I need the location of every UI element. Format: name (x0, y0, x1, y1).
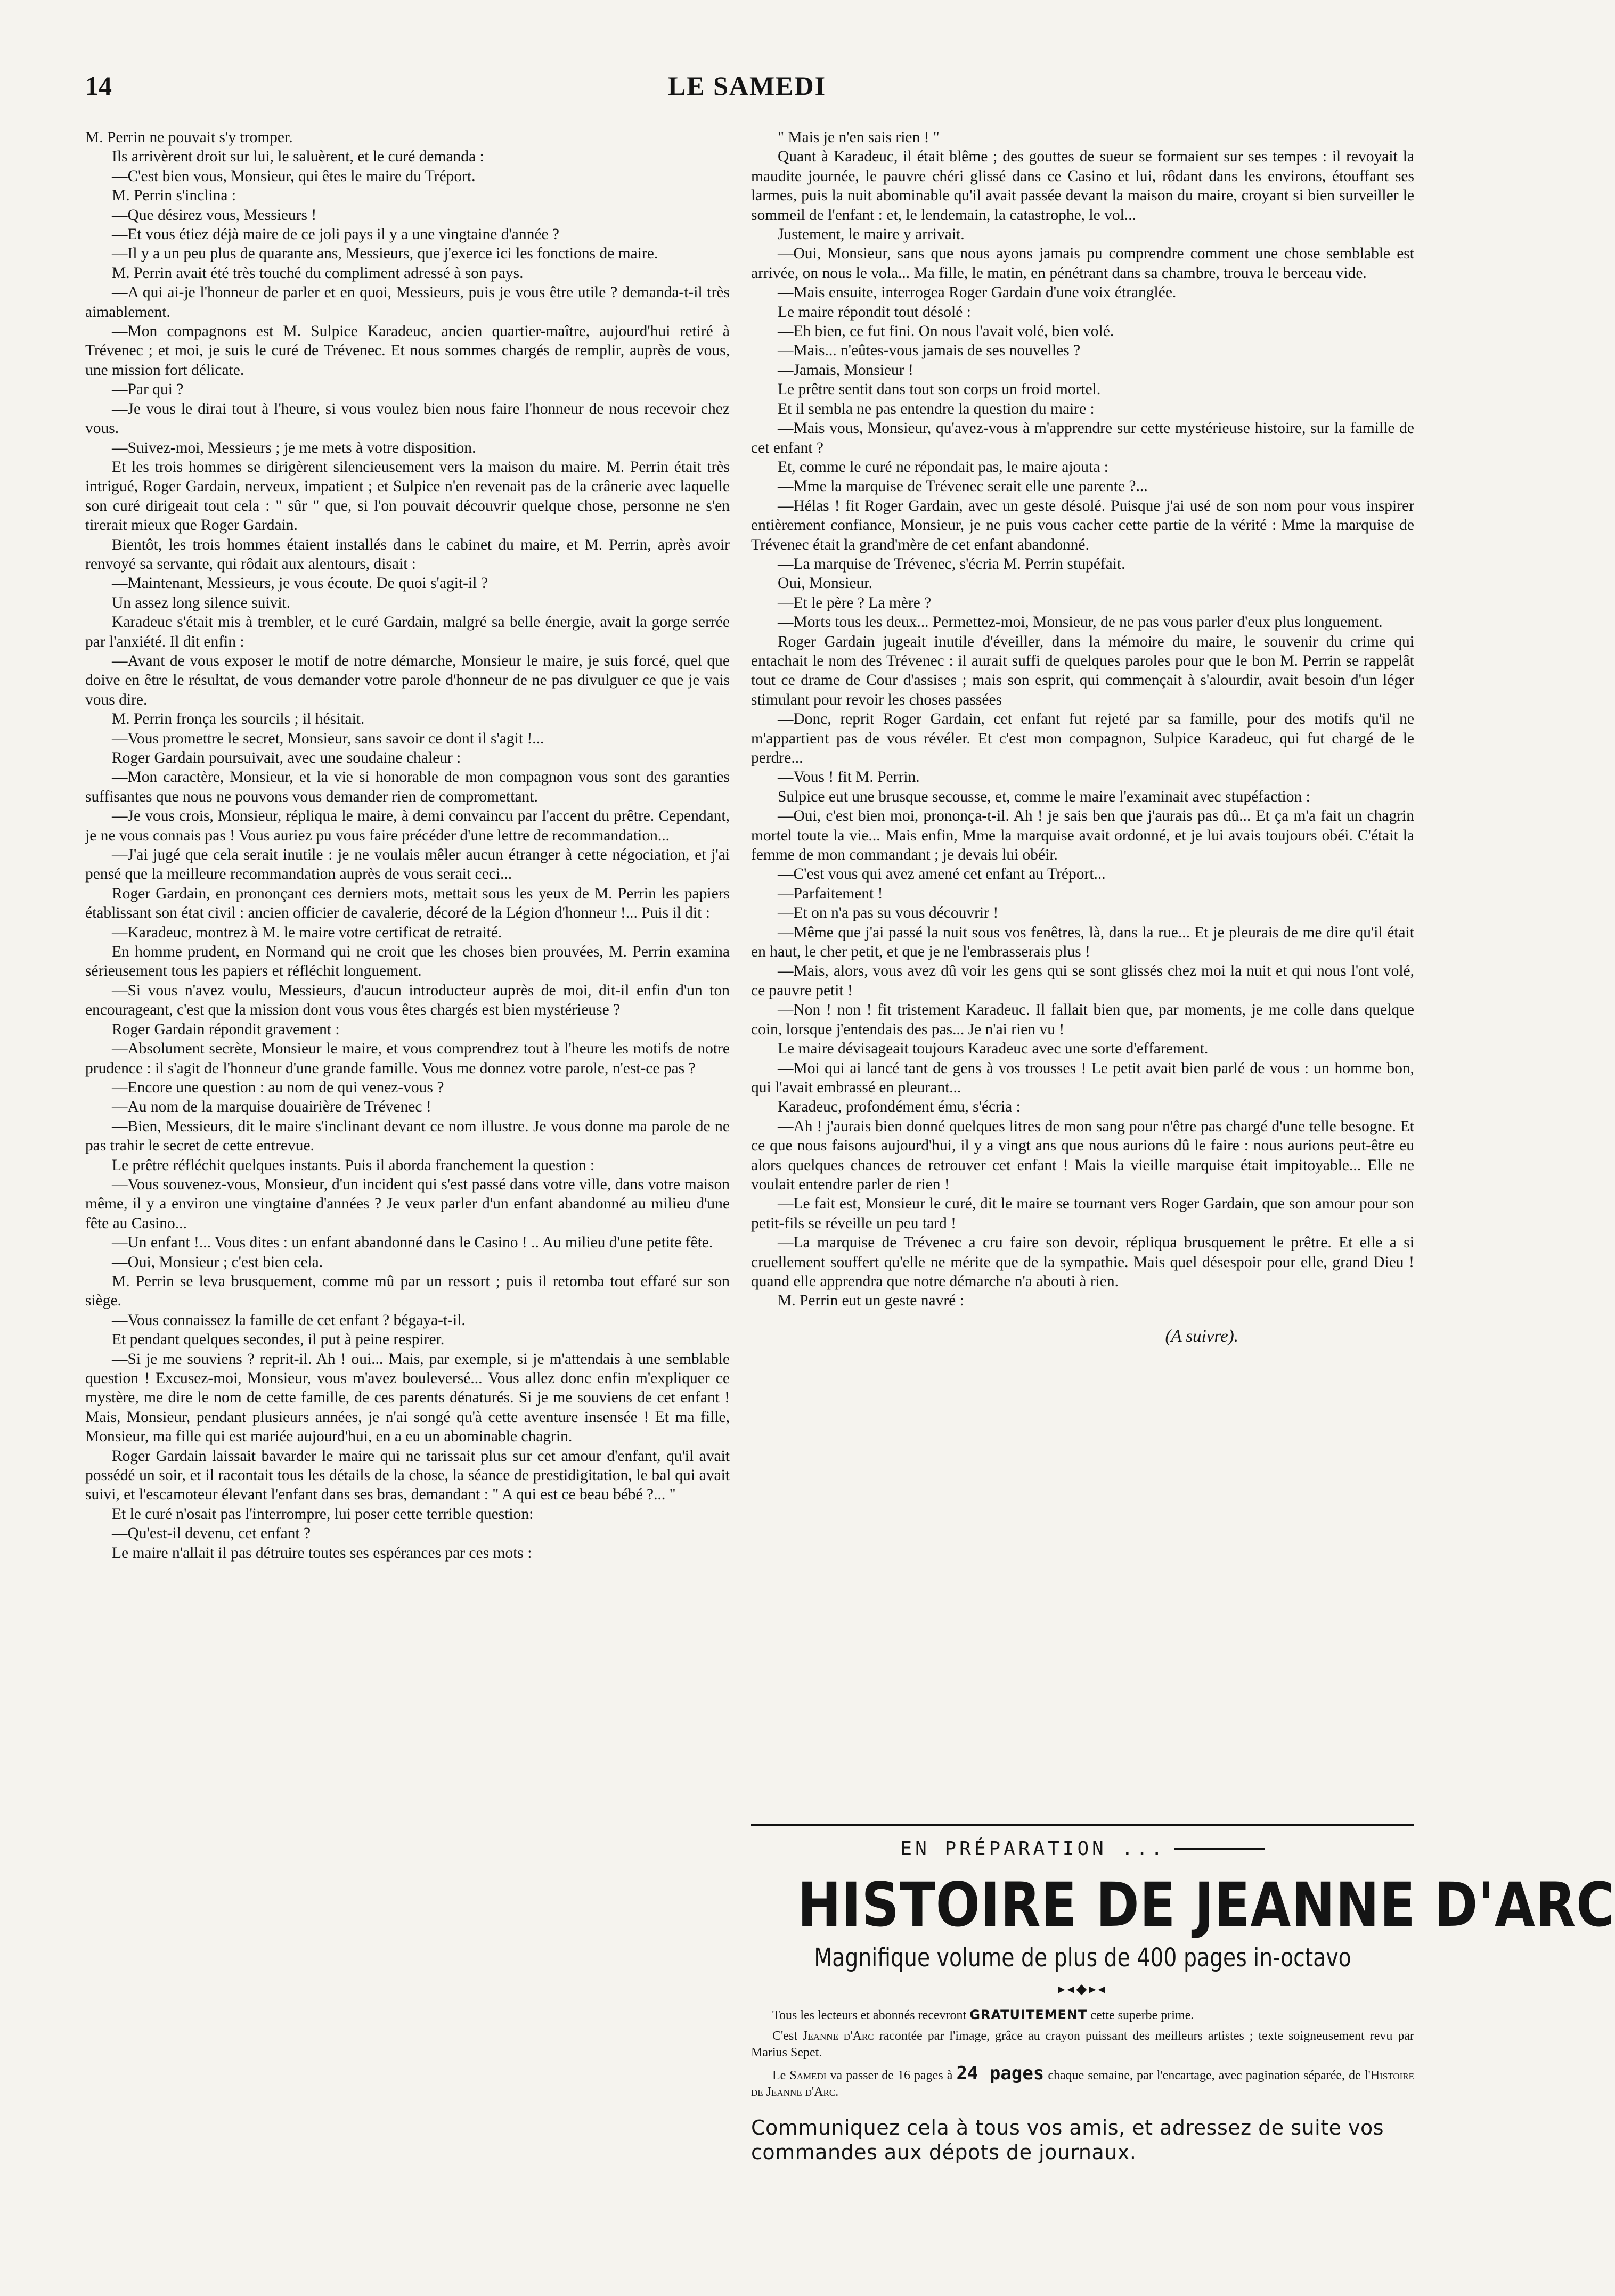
paragraph: Le maire n'allait il pas détruire toutes ses espérances par ces mots : (112, 1544, 532, 1562)
ad-text-image-c: racontée par l'image, grâce au crayon puissant des meilleurs artistes ; texte soigneusement revu par Marius Sepet. (751, 2029, 1414, 2060)
ad-ornament: ▸◂◆▸◂ (1058, 1981, 1107, 1997)
paragraph: —Ah ! j'aurais bien donné quelques litres de mon sang pour n'être pas chargé d'une telle besogne. Et ce que nous faisons aujourd'hui, il y a vingt ans que nous aurions dû le faire : nous aurions peut-être eu alors quelques chances de retrouver cet enfant ! Mais la vieille marquise était impitoyable... Elle ne voulait entendre parler de rien ! (751, 1117, 1414, 1193)
paragraph: Roger Gardain, en prononçant ces derniers mots, mettait sous les yeux de M. Perrin les papiers établissant son état civil : ancien officier de cavalerie, décoré de la Légion d'honneur !... Puis il dit : (85, 885, 730, 922)
paragraph: M. Perrin fronça les sourcils ; il hésitait. (112, 710, 365, 728)
paragraph: Roger Gardain laissait bavarder le maire qui ne tarissait plus sur cet amour d'enfant, qu'il avait possédé un soir, et il racontait tous les détails de la chose, la séance de prestidigitation, le bal qui avait suivi, et l'escamoteur élevant l'enfant dans ses bras, demandant : " A qui est ce beau bébé ?... " (85, 1447, 730, 1504)
paragraph: —Et vous étiez déjà maire de ce joli pays il y a une vingtaine d'année ? (112, 226, 560, 243)
ad-text-prime (751, 2007, 1414, 2024)
ad-text-image (751, 2028, 1414, 2061)
paragraph: —Absolument secrète, Monsieur le maire, et vous comprendrez tout à l'heure les motifs de notre prudence : il s'agit de l'honneur d'une grande famille. Vous me donnez votre parole, n'est-ce pas ? (85, 1040, 730, 1077)
paragraph: Le maire dévisageait toujours Karadeuc avec une sorte d'effarement. (778, 1040, 1209, 1058)
ad-bottom-text: Communiquez cela à tous vos amis, et adressez de suite vos commandes aux dépots de journaux. (751, 2116, 1384, 2164)
paragraph: —Vous promettre le secret, Monsieur, sans savoir ce dont il s'agit !... (112, 730, 544, 747)
paragraph: Ils arrivèrent droit sur lui, le saluèrent, et le curé demanda : (112, 148, 484, 166)
paragraph: —Le fait est, Monsieur le curé, dit le maire se tournant vers Roger Gardain, que son amour pour son petit-fils se réveille un peu tard ! (751, 1195, 1414, 1232)
ad-text-pages-a: Le (772, 2069, 790, 2082)
paragraph: —Maintenant, Messieurs, je vous écoute. De quoi s'agit-il ? (112, 575, 488, 592)
ad-text-histoire: Histoire de Jeanne d'Arc (751, 2069, 1415, 2099)
paragraph: Un assez long silence suivit. (112, 594, 291, 611)
paragraph: —Vous ! fit M. Perrin. (778, 769, 920, 786)
paragraph: Roger Gardain poursuivait, avec une soudaine chaleur : (112, 749, 461, 766)
ad-preparation (751, 1838, 1414, 1860)
page-number: 14 (85, 71, 112, 101)
paragraph: Justement, le maire y arrivait. (778, 226, 965, 243)
paragraph: Quant à Karadeuc, il était blême ; des gouttes de sueur se formaient sur ses tempes : il revoyait la maudite journée, le pauvre chéri glissé dans ce Casino et lui, rôdant dans les environs, étouffant ses larmes, puis la nuit abominable qu'il avait passée devant la maison du maire, croyant si bien surveiller le sommeil de l'enfant : et, le lendemain, la catastrophe, le vol... (751, 148, 1414, 224)
paragraph: —Mon compagnons est M. Sulpice Karadeuc, ancien quartier-maître, aujourd'hui retiré à Trévenec ; et moi, je suis le curé de Trévenec. Et nous sommes chargés de remplir, auprès de vous, une mission fort délicate. (85, 323, 730, 379)
paragraph: —Il y a un peu plus de quarante ans, Messieurs, que j'exerce ici les fonctions de maire. (112, 245, 658, 263)
paragraph: —Par qui ? (112, 381, 184, 398)
paragraph: Et il sembla ne pas entendre la question du maire : (778, 400, 1095, 418)
ad-text-image-a: C'est (772, 2029, 803, 2043)
paragraph: M. Perrin s'inclina : (112, 187, 236, 205)
paragraph: Roger Gardain répondit gravement : (112, 1020, 340, 1038)
paragraph: —Qu'est-il devenu, cet enfant ? (112, 1525, 311, 1542)
paragraph: —Mme la marquise de Trévenec serait elle une parente ?... (778, 478, 1148, 495)
paragraph: —Hélas ! fit Roger Gardain, avec un geste désolé. Puisque j'ai usé de son nom pour vous inspirer entièrement confiance, Monsieur, je ne puis vous cacher cette partie de la vérité : Mme la marquise de Trévenec était la grand'mère de cet enfant abandonné. (751, 497, 1414, 553)
paragraph: —Même que j'ai passé la nuit sous vos fenêtres, là, dans la rue... Et je pleurais de me dire qu'il était en haut, le cher petit, et que je ne l'embrasserais plus ! (751, 924, 1414, 961)
ad-text-prime-c: cette superbe prime. (1087, 2008, 1194, 2022)
paragraph: Le maire répondit tout désolé : (778, 303, 971, 321)
paragraph: —La marquise de Trévenec a cru faire son devoir, répliqua brusquement le prêtre. Et elle a si cruellement souffert qu'elle ne mérite que de la sympathie. Mais quel désespoir pour elle, grand Dieu ! quand elle apprendra que notre démarche n'a abouti à rien. (751, 1234, 1414, 1290)
paragraph: —Que désirez vous, Messieurs ! (112, 206, 317, 224)
paragraph: —Mon caractère, Monsieur, et la vie si honorable de mon compagnon vous sont des garanties suffisantes que nous ne pouvons vous demander rien de compromettant. (85, 769, 730, 805)
page-header (85, 70, 1409, 108)
paragraph: —Moi qui ai lancé tant de gens à vos trousses ! Le petit avait bien parlé de vous : un homme bon, qui l'avait embrassé en pleurant... (751, 1059, 1414, 1096)
paragraph: —Morts tous les deux... Permettez-moi, Monsieur, de ne pas vous parler d'eux plus longuement. (778, 614, 1383, 631)
paragraph: —C'est vous qui avez amené cet enfant au Tréport... (778, 865, 1106, 883)
paragraph: M. Perrin eut un geste navré : (778, 1292, 964, 1310)
paragraph: —Jamais, Monsieur ! (778, 361, 913, 379)
ad-top-rule (751, 1824, 1414, 1826)
paragraph: Et les trois hommes se dirigèrent silencieusement vers la maison du maire. M. Perrin était très intrigué, Roger Gardain, nerveux, impatient ; et Sulpice n'en revenait pas de la crânerie avec laquelle son curé dirigeait tout cela : " sûr " que, si l'on pouvait découvrir quelque chose, personne ne s'en tirerait mieux que Roger Gardain. (85, 458, 730, 534)
advertisement (751, 1824, 1615, 2164)
paragraph: —Donc, reprit Roger Gardain, cet enfant fut rejeté par sa famille, pour des motifs qu'il ne m'appartient pas de vous révéler. Et c'est mon compagnon, Sulpice Karadeuc, qui fut chargé de le perdre... (751, 710, 1414, 766)
paragraph: —Mais, alors, vous avez dû voir les gens qui se sont glissés chez moi la nuit et qui nous l'ont volé, ce pauvre petit ! (751, 962, 1414, 999)
paragraph: —Eh bien, ce fut fini. On nous l'avait volé, bien volé. (778, 323, 1114, 340)
paragraph: —Mais ensuite, interrogea Roger Gardain d'une voix étranglée. (778, 284, 1177, 301)
paragraph: Bientôt, les trois hommes étaient installés dans le cabinet du maire, et M. Perrin, après avoir renvoyé sa servante, qui rôdait aux alentours, disait : (85, 536, 730, 573)
paragraph: —Vous souvenez-vous, Monsieur, d'un incident qui s'est passé dans votre ville, dans votre maison même, il y a environ une vingtaine d'années ? Je veux parler d'un enfant abandonné au milieu d'une fête au Casino... (85, 1175, 730, 1232)
paragraph: —J'ai jugé que cela serait inutile : je ne voulais mêler aucun étranger à cette négociation, et j'ai pensé que la meilleure recommandation auprès de vous serait ceci... (85, 846, 730, 883)
left-column (85, 128, 730, 1563)
journal-title: LE SAMEDI (667, 71, 827, 101)
ad-text-prime-a: Tous les lecteurs et abonnés recevront (772, 2008, 970, 2022)
ad-subtitle: Magnifique volume de plus de 400 pages in-octavo (814, 1943, 1351, 1973)
paragraph: M. Perrin se leva brusquement, comme mû par un ressort ; puis il retomba tout effaré sur son siège. (85, 1272, 730, 1310)
right-column-body (751, 128, 1414, 1311)
paragraph: —Et le père ? La mère ? (778, 594, 932, 611)
paragraph: —Avant de vous exposer le motif de notre démarche, Monsieur le maire, je suis forcé, quel que doive en être le résultat, de vous demander votre parole d'honneur de ne pas divulguer ce que je vais vous dire. (85, 652, 730, 708)
paragraph: —Et on n'a pas su vous découvrir ! (778, 904, 999, 922)
paragraph: —Oui, Monsieur ; c'est bien cela. (112, 1253, 323, 1271)
ad-preparation-rule (1174, 1848, 1265, 1850)
ad-text-samedi: Samedi (789, 2069, 827, 2082)
ad-preparation-label: EN PRÉPARATION ... (900, 1838, 1166, 1860)
paragraph: M. Perrin avait été très touché du compliment adressé à son pays. (112, 264, 524, 282)
paragraph: —Suivez-moi, Messieurs ; je me mets à votre disposition. (112, 439, 476, 456)
right-column (751, 128, 1414, 1346)
paragraph: —Parfaitement ! (778, 885, 883, 902)
a-suivre: (A suivre). (1165, 1326, 1238, 1346)
paragraph: Et pendant quelques secondes, il put à peine respirer. (112, 1331, 445, 1349)
paragraph: —Mais... n'eûtes-vous jamais de ses nouvelles ? (778, 342, 1081, 359)
ad-text-pages-e: chaque semaine, par l'encartage, avec pagination séparée, de l' (1044, 2069, 1371, 2082)
paragraph: —La marquise de Trévenec, s'écria M. Perrin stupéfait. (778, 555, 1125, 573)
paragraph: Et, comme le curé ne répondait pas, le maire ajouta : (778, 458, 1108, 476)
paragraph: Karadeuc s'était mis à trembler, et le curé Gardain, malgré sa belle énergie, avait la gorge serrée par l'anxiété. Il dit enfin : (85, 614, 730, 650)
paragraph: Roger Gardain jugeait inutile d'éveiller, dans la mémoire du maire, le souvenir du crime qui entachait le nom des Trévenec : il aurait suffi de quelques paroles pour que le bon M. Perrin se rappelât tout ce drame de Cour d'assises ; mais son esprit, qui commençait à s'alourdir, avait besoin d'un léger stimulant pour revoir les choses passées (751, 633, 1414, 708)
paragraph: —Non ! non ! fit tristement Karadeuc. Il fallait bien que, par moments, je me colle dans quelque coin, lorsque j'entendais des pas... Je n'ai rien vu ! (751, 1001, 1414, 1038)
ad-title: HISTOIRE DE JEANNE D'ARC (797, 1869, 1615, 1940)
paragraph: Karadeuc, profondément ému, s'écria : (778, 1098, 1021, 1116)
paragraph: Sulpice eut une brusque secousse, et, comme le maire l'examinait avec stupéfaction : (778, 788, 1310, 805)
paragraph: —C'est bien vous, Monsieur, qui êtes le maire du Tréport. (112, 167, 476, 185)
ad-text-pages-g: . (835, 2085, 839, 2099)
paragraph: —Oui, Monsieur, sans que nous ayons jamais pu comprendre comment une chose semblable est arrivée, on nous le vola... Ma fille, le matin, en pénétrant dans sa chambre, trouva le berceau vide. (751, 245, 1414, 282)
paragraph: —Je vous crois, Monsieur, répliqua le maire, à demi convaincu par l'accent du prêtre. Cependant, je ne vous connais pas ! Vous auriez pu vous faire précéder d'une lettre de recommandation... (85, 807, 730, 844)
ad-text-pages-c: va passer de 16 pages à (826, 2069, 957, 2082)
paragraph: Et le curé n'osait pas l'interrompre, lui poser cette terrible question: (112, 1505, 534, 1523)
paragraph: Le prêtre réfléchit quelques instants. Puis il aborda franchement la question : (112, 1156, 595, 1174)
paragraph: —Je vous le dirai tout à l'heure, si vous voulez bien nous faire l'honneur de nous recevoir chez vous. (85, 400, 730, 437)
paragraph: —Mais vous, Monsieur, qu'avez-vous à m'apprendre sur cette mystérieuse histoire, sur la famille de cet enfant ? (751, 420, 1414, 456)
paragraph: —Un enfant !... Vous dites : un enfant abandonné dans le Casino ! .. Au milieu d'une petite fête. (112, 1234, 713, 1252)
paragraph: Le prêtre sentit dans tout son corps un froid mortel. (778, 381, 1101, 398)
paragraph: —Si je me souviens ? reprit-il. Ah ! oui... Mais, par exemple, si je m'attendais à une semblable question ! Excusez-moi, Monsieur, vous m'avez bouleversé... Vous allez donc enfin m'expliquer ce mystère, me dire le nom de cette famille, de ces parents dénaturés. Si je me souviens de cet enfant ! Mais, Monsieur, pendant plusieurs années, je n'ai songé qu'à cette aventure insensée ! Et ma fille, Monsieur, ma fille qui est mariée aujourd'hui, en a eu un abominable chagrin. (85, 1350, 730, 1445)
paragraph: M. Perrin ne pouvait s'y tromper. (85, 129, 293, 146)
paragraph: Oui, Monsieur. (778, 575, 872, 592)
paragraph: —Karadeuc, montrez à M. le maire votre certificat de retraité. (112, 924, 502, 941)
paragraph: —Au nom de la marquise douairière de Trévenec ! (112, 1098, 431, 1116)
paragraph: En homme prudent, en Normand qui ne croit que les choses bien prouvées, M. Perrin examina sérieusement tous les papiers et réfléchit longuement. (85, 943, 730, 980)
paragraph: —A qui ai-je l'honneur de parler et en quoi, Messieurs, puis je vous être utile ? demanda-t-il très aimablement. (85, 284, 730, 321)
paragraph: —Bien, Messieurs, dit le maire s'inclinant devant ce nom illustre. Je vous donne ma parole de ne pas trahir le secret de cette entrevue. (85, 1117, 730, 1155)
ad-text-24-pages: 24 pages (956, 2063, 1045, 2084)
paragraph: —Vous connaissez la famille de cet enfant ? bégaya-t-il. (112, 1311, 466, 1329)
paragraph: —Oui, c'est bien moi, prononça-t-il. Ah ! je sais ben que j'aurais pas dû... Et ça m'a fait un chagrin mortel toute la vie... Mais enfin, Mme la marquise avait ordonné, et je lui avais toujours obéi. C'était la femme de mon commandant ; je devais lui obéir. (751, 807, 1414, 864)
paragraph: —Si vous n'avez voulu, Messieurs, d'aucun introducteur auprès de moi, dit-il enfin d'un ton encourageant, c'est que la mission dont vous vous êtes chargés est bien mystérieuse ? (85, 982, 730, 1019)
paragraph: —Encore une question : au nom de qui venez-vous ? (112, 1078, 444, 1096)
ad-text-jeanne: Jeanne d'Arc (802, 2029, 874, 2043)
ad-text-pages (751, 2065, 1414, 2101)
ad-text-gratuitement: GRATUITEMENT (969, 2007, 1088, 2022)
paragraph: " Mais je n'en sais rien ! " (778, 129, 940, 146)
